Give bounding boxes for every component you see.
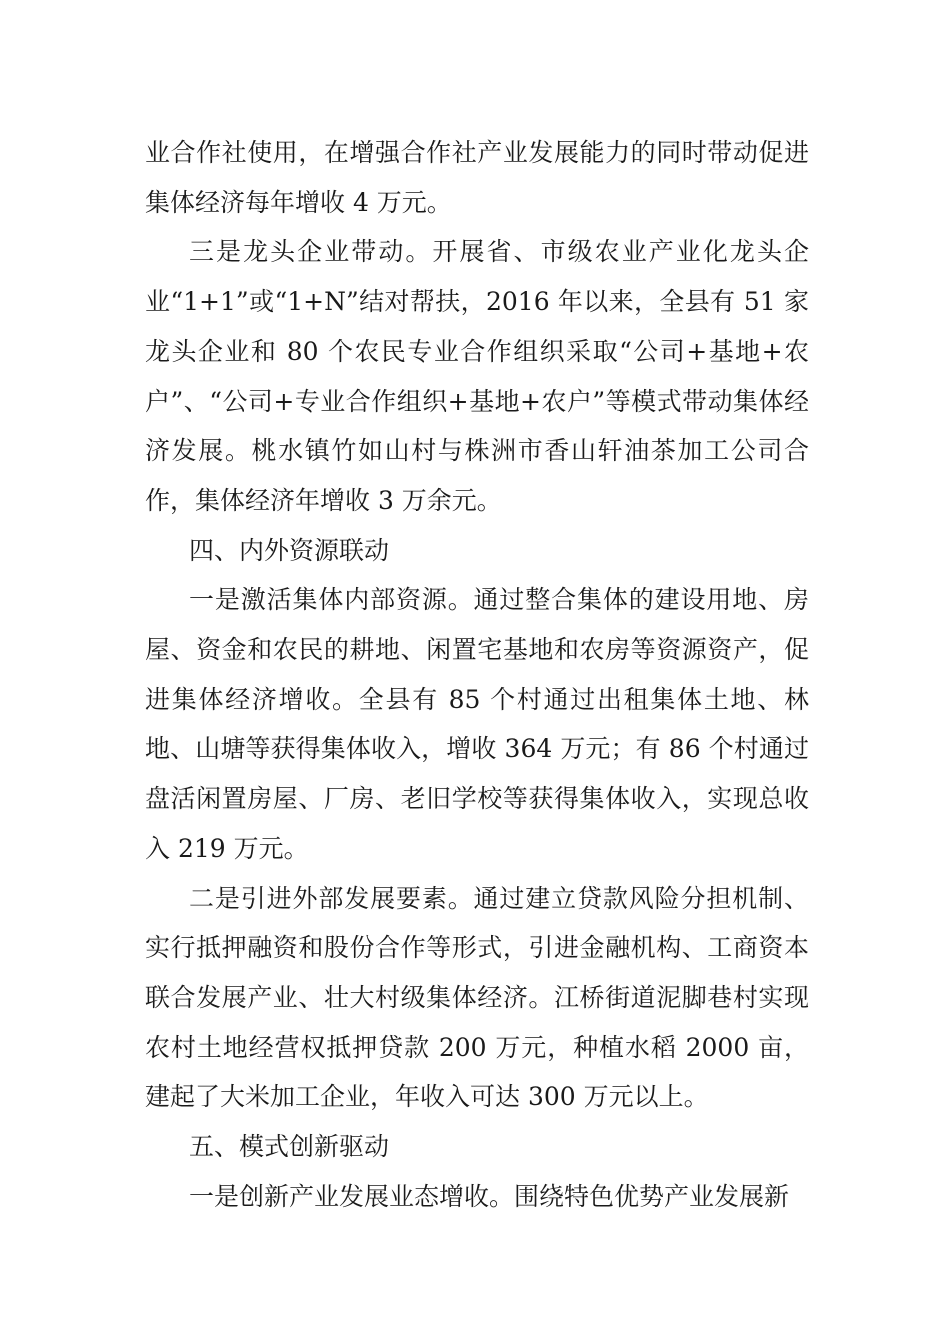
paragraph-internal-resources: 一是激活集体内部资源。通过整合集体的建设用地、房屋、资金和农民的耕地、闲置宅基地和农房等资源资产，促进集体经济增收。全县有 85 个村通过出租集体土地、林地、山塘等获得集体收入，增收 364 万元；有 86 个村通过盘活闲置房屋、厂房、老旧学校等获得集体收入，实现总收入 219 万元。	[145, 585, 809, 863]
paragraph-innovation: 一是创新产业发展业态增收。围绕特色优势产业发展新	[189, 1181, 790, 1211]
paragraph-external-factors: 二是引进外部发展要素。通过建立贷款风险分担机制、实行抵押融资和股份合作等形式，引进金融机构、工商资本联合发展产业、壮大村级集体经济。江桥街道泥脚巷村实现农村土地经营权抵押贷款 200 万元，种植水稻 2000 亩，建起了大米加工企业，年收入可达 300 万元以上。	[145, 883, 809, 1112]
paragraph-leading-enterprises: 三是龙头企业带动。开展省、市级农业产业化龙头企业“1+1”或“1+N”结对帮扶，2016 年以来，全县有 51 家龙头企业和 80 个农民专业合作组织采取“公司+基地+农户”、“公司+专业合作组织+基地+农户”等模式带动集体经济发展。桃水镇竹如山村与株洲市香山轩油茶加工公司合作，集体经济年增收 3 万余元。	[145, 237, 809, 515]
section-heading-five: 五、模式创新驱动	[189, 1132, 390, 1162]
section-heading-four: 四、内外资源联动	[189, 535, 390, 565]
paragraph-continuation: 业合作社使用，在增强合作社产业发展能力的同时带动促进集体经济每年增收 4 万元。	[145, 138, 809, 217]
document-page	[145, 128, 809, 1221]
